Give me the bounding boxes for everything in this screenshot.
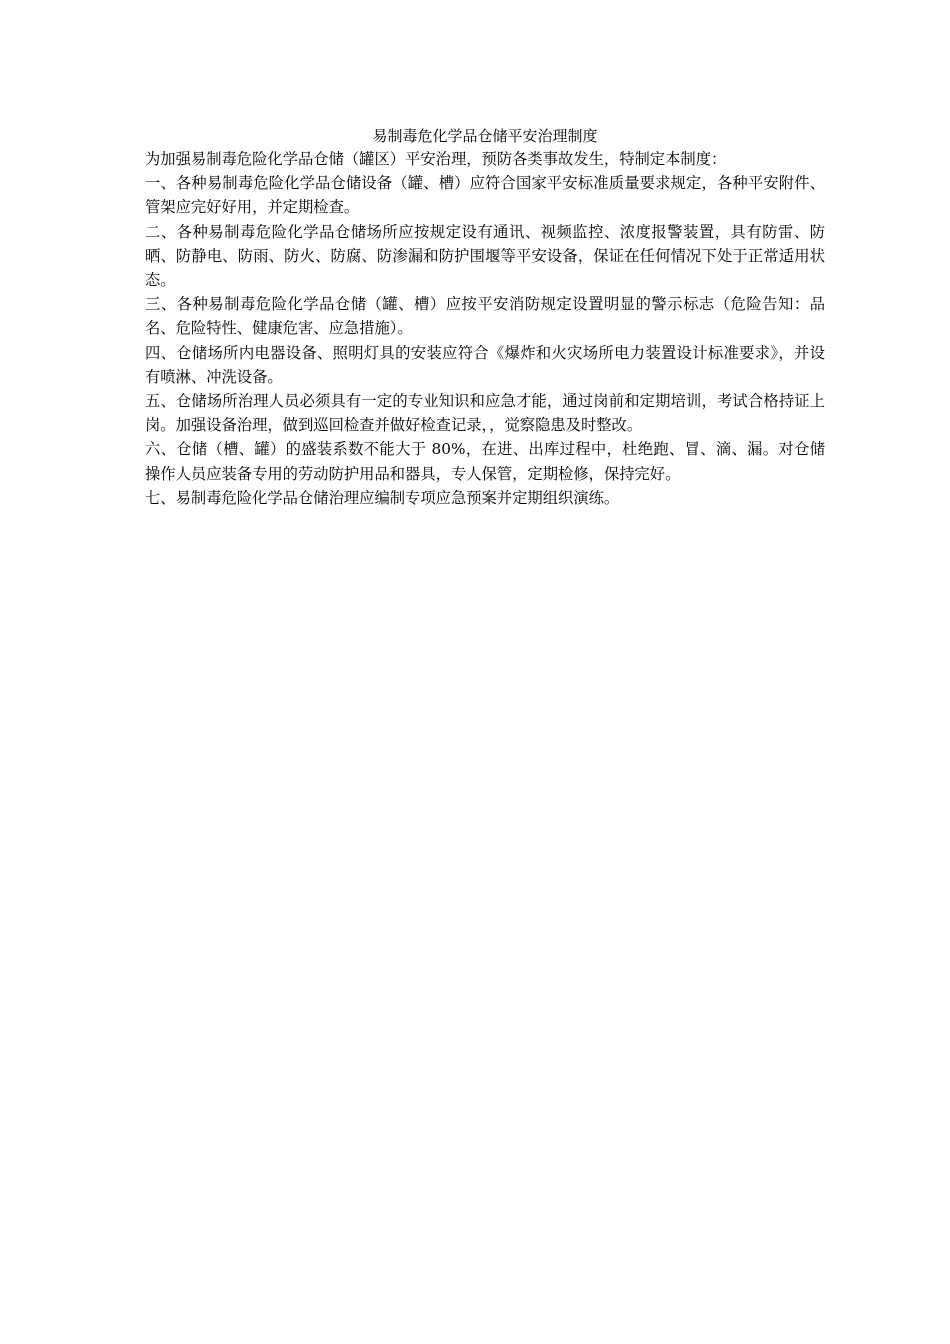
document-title: 易制毒危化学品仓储平安治理制度 [372,127,598,145]
rule-paragraph-1: 一、各种易制毒危险化学品仓储设备（罐、槽）应符合国家平安标准质量要求规定，各种平安附件、管架应完好好用，并定期检查。 [145,174,825,217]
rule-paragraph-6: 六、仓储（槽、罐）的盛装系数不能大于 80%，在进、出库过程中，杜绝跑、冒、滴、漏。对仓储操作人员应装备专用的劳动防护用品和器具，专人保管，定期检修，保持完好。 [145,440,825,483]
document-content [145,125,825,510]
rule-paragraph-4: 四、仓储场所内电器设备、照明灯具的安装应符合《爆炸和火灾场所电力装置设计标准要求》，并设有喷淋、冲洗设备。 [145,343,825,386]
rule-paragraph-3: 三、各种易制毒危险化学品仓储（罐、槽）应按平安消防规定设置明显的警示标志（危险告知：品名、危险特性、健康危害、应急措施）。 [145,295,825,338]
rule-paragraph-7: 七、易制毒危险化学品仓储治理应编制专项应急预案并定期组织演练。 [145,488,620,507]
intro-paragraph: 为加强易制毒危险化学品仓储（罐区）平安治理，预防各类事故发生，特制定本制度： [145,150,727,168]
rule-paragraph-5: 五、仓储场所治理人员必须具有一定的专业知识和应急才能，通过岗前和定期培训，考试合格持证上岗。加强设备治理，做到巡回检查并做好检查记录，，觉察隐患及时整改。 [145,392,825,435]
rule-paragraph-2: 二、各种易制毒危险化学品仓储场所应按规定设有通讯、视频监控、浓度报警装置，具有防雷、防晒、防静电、防雨、防火、防腐、防渗漏和防护围堰等平安设备，保证在任何情况下处于正常适用状态。 [145,222,825,290]
